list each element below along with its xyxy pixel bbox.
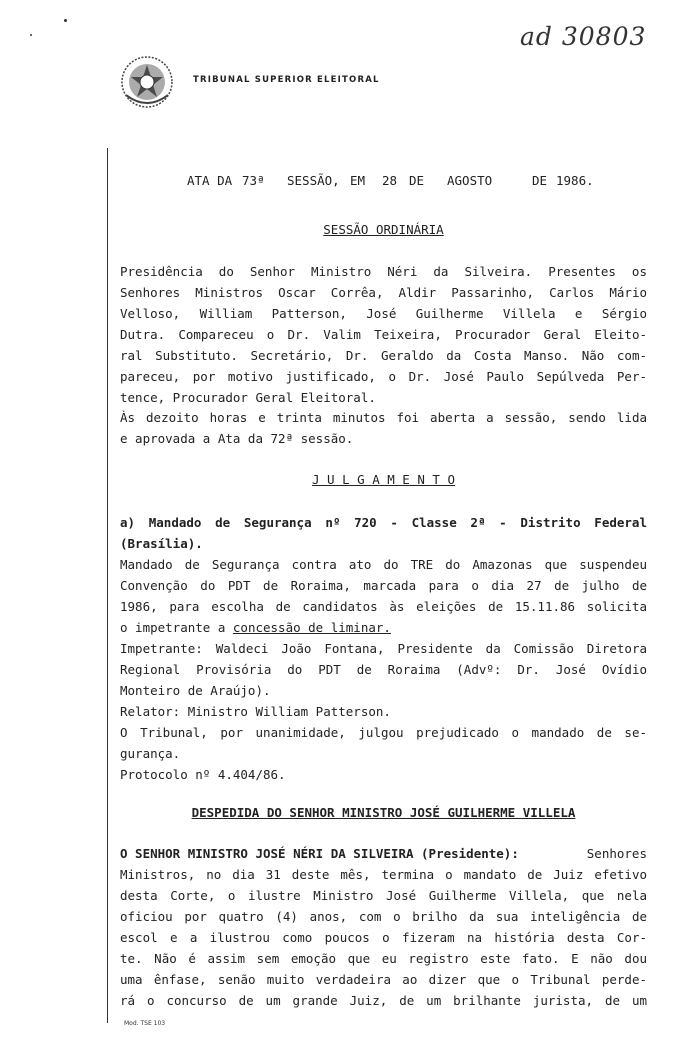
form-model-id: Mod. TSE 103 bbox=[124, 1020, 166, 1027]
case-request: concessão de liminar. bbox=[232, 620, 391, 635]
farewell-heading-row bbox=[120, 802, 647, 823]
opening-line: tence, Procurador Geral Eleitoral. bbox=[120, 390, 376, 405]
opening-line: e aprovada a Ata da 72ª sessão. bbox=[120, 431, 354, 446]
impetrante-line: Regional Provisória do PDT de Roraima (Advº: Dr. José Ovídio bbox=[120, 662, 647, 677]
decision-line: gurança. bbox=[120, 746, 181, 761]
speech-line: escol e a ilustrou como poucos o fizeram na história desta Cor- bbox=[120, 930, 647, 945]
speech-line: oficiou por quatro (4) anos, com o brilho da sua inteligência de bbox=[120, 909, 647, 924]
julgamento-title: J U L G A M E N T O bbox=[312, 472, 455, 487]
title-em: EM bbox=[350, 173, 366, 188]
farewell-heading: DESPEDIDA DO SENHOR MINISTRO JOSÉ GUILHERME VILLELA bbox=[191, 805, 576, 820]
case-request-prefix: o impetrante a bbox=[120, 620, 233, 635]
relator-line: Relator: Ministro William Patterson. bbox=[120, 704, 391, 719]
impetrante-line: Impetrante: Waldeci João Fontana, Presidente da Comissão Diretora bbox=[120, 641, 647, 656]
decision-line: O Tribunal, por unanimidade, julgou prejudicado o mandado de se- bbox=[120, 725, 647, 740]
speech-first-line bbox=[120, 843, 647, 864]
impetrante-line: Monteiro de Araújo). bbox=[120, 683, 271, 698]
title-de: DE bbox=[532, 173, 548, 188]
opening-line: ral Substituto. Secretário, Dr. Geraldo da Costa Manso. Não com- bbox=[120, 348, 647, 363]
case-request-line bbox=[120, 617, 647, 638]
speech-line: desta Corte, o ilustre Ministro José Guilherme Villela, que nela bbox=[120, 888, 647, 903]
speech-line: te. Não é assim sem emoção que eu registro este fato. E não dou bbox=[120, 951, 647, 966]
opening-line: Velloso, William Patterson, José Guilherme Villela e Sérgio bbox=[120, 306, 647, 321]
case-title: (Brasília). bbox=[120, 536, 203, 551]
opening-line: pareceu, por motivo justificado, o Dr. José Paulo Sepúlveda Per- bbox=[120, 369, 647, 384]
case-title: a) Mandado de Segurança nº 720 - Classe 2ª - Distrito Federal bbox=[120, 515, 647, 530]
title-sessao: SESSÃO, bbox=[287, 173, 340, 188]
handwritten-reference: ad 30803 bbox=[520, 22, 647, 51]
case-body-line: Convenção do PDT de Roraima, marcada para o dia 27 de julho de bbox=[120, 578, 647, 593]
speech-first-line-rest: Senhores bbox=[586, 846, 647, 861]
case-body-line: Mandado de Segurança contra ato do TRE do Amazonas que suspendeu bbox=[120, 557, 647, 572]
title-year: 1986. bbox=[556, 173, 594, 188]
coat-of-arms-seal-icon bbox=[120, 55, 174, 109]
case-body-line: 1986, para escolha de candidatos às eleições de 15.11.86 solicita bbox=[120, 599, 647, 614]
opening-line: Às dezoito horas e trinta minutos foi aberta a sessão, sendo lida bbox=[120, 410, 647, 425]
speech-line: rá o concurso de um grande Juiz, de um brilhante jurista, de um bbox=[120, 993, 647, 1008]
title-session-number: 73ª bbox=[242, 173, 265, 188]
opening-line: Dutra. Compareceu o Dr. Valim Teixeira, Procurador Geral Eleito- bbox=[120, 327, 647, 342]
paper-speck bbox=[64, 19, 67, 22]
session-type: SESSÃO ORDINÁRIA bbox=[323, 222, 444, 237]
speech-line: uma ênfase, senão muito verdadeira ao dizer que o Tribunal perde- bbox=[120, 972, 647, 987]
title-day: 28 bbox=[382, 173, 398, 188]
court-name: TRIBUNAL SUPERIOR ELEITORAL bbox=[193, 75, 380, 85]
opening-line: Presidência do Senhor Ministro Néri da Silveira. Presentes os bbox=[120, 264, 647, 279]
margin-rule bbox=[107, 148, 108, 1023]
speech-line: Ministros, no dia 31 deste mês, termina o mandato de Juiz efetivo bbox=[120, 867, 647, 882]
protocol-line: Protocolo nº 4.404/86. bbox=[120, 767, 286, 782]
speech-speaker: O SENHOR MINISTRO JOSÉ NÉRI DA SILVEIRA (Presidente): bbox=[120, 846, 519, 861]
title-de: DE bbox=[409, 173, 425, 188]
title-month: AGOSTO bbox=[447, 173, 493, 188]
opening-line: Senhores Ministros Oscar Corrêa, Aldir Passarinho, Carlos Mário bbox=[120, 285, 647, 300]
session-type-heading bbox=[120, 219, 647, 240]
title-ata-da: ATA DA bbox=[187, 173, 233, 188]
paper-speck bbox=[30, 34, 32, 36]
julgamento-heading bbox=[120, 469, 647, 490]
